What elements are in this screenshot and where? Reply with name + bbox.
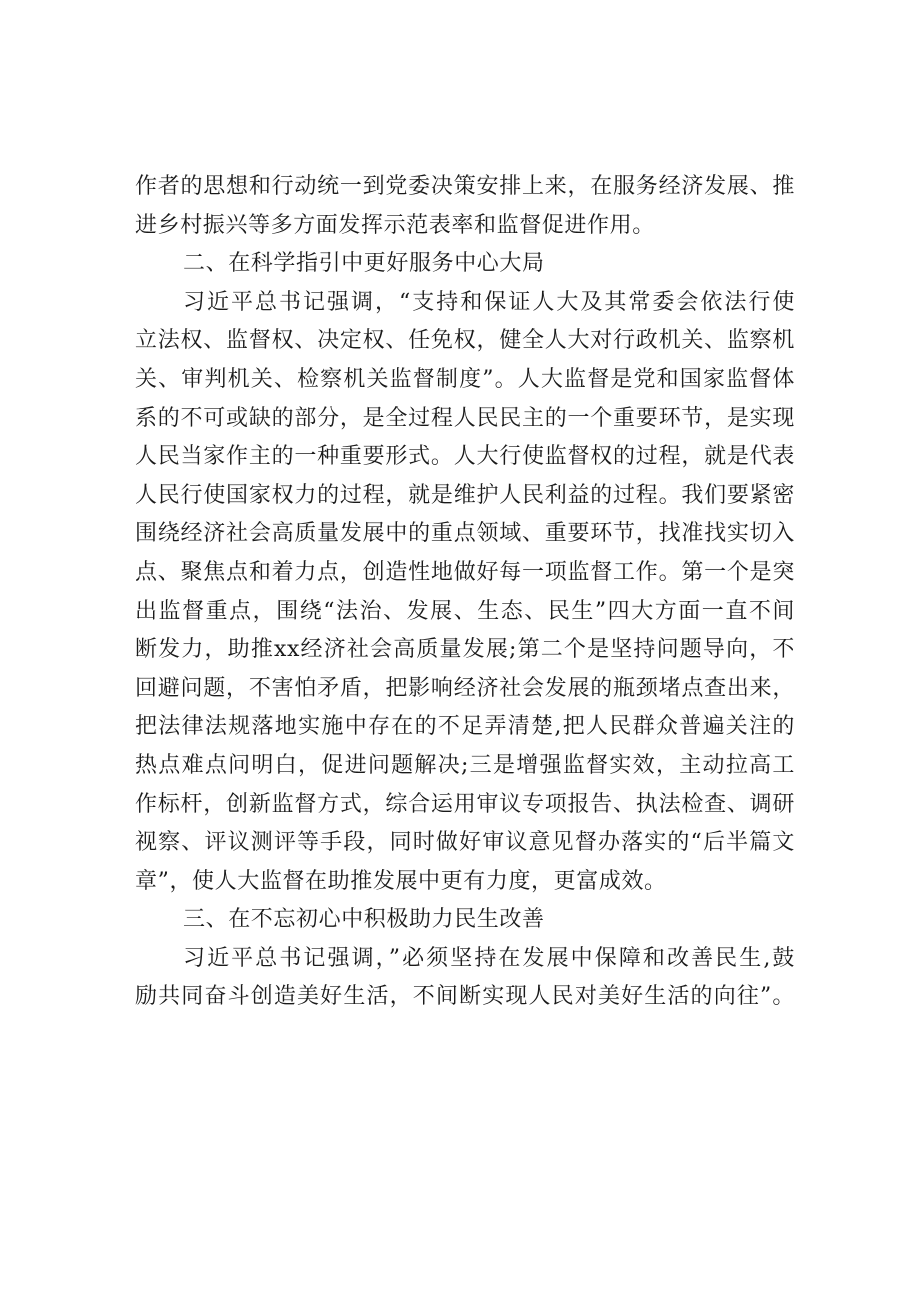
text-line: 立法权、监督权、决定权、任免权，健全人大对行政机关、监察机	[135, 328, 795, 354]
text-line: 人民行使国家权力的过程，就是维护人民利益的过程。我们要紧密	[135, 482, 795, 508]
text-line: 作标杆，创新监督方式，综合运用审议专项报告、执法检查、调研	[135, 791, 795, 817]
text-line: 把法律法规落地实施中存在的不足弄清楚,把人民群众普遍关注的	[135, 714, 795, 740]
text-line: 习近平总书记强调，”必须坚持在发展中保障和改善民生,鼓	[183, 945, 795, 971]
heading-text: 三、在不忘初心中积极助力民生改善	[183, 907, 545, 933]
text-line: 围绕经济社会高质量发展中的重点领域、重要环节，找准找实切入	[135, 521, 795, 547]
text-line: 断发力，助推xx经济社会高质量发展;第二个是坚持问题导向，不	[135, 637, 795, 663]
text-line: 人民当家作主的一种重要形式。人大行使监督权的过程，就是代表	[135, 444, 795, 470]
paragraph-body	[135, 284, 795, 902]
text-line: 励共同奋斗创造美好生活，不间断实现人民对美好生活的向往”。	[135, 984, 795, 1010]
paragraph-body	[135, 940, 795, 1017]
heading-text: 二、在科学指引中更好服务中心大局	[183, 251, 545, 277]
text-line: 关、审判机关、检察机关监督制度”。人大监督是党和国家监督体	[135, 366, 795, 392]
text-line: 习近平总书记强调，“支持和保证人大及其常委会依法行使	[183, 289, 795, 315]
text-line: 进乡村振兴等多方面发挥示范表率和监督促进作用。	[135, 212, 655, 238]
paragraph-continuation	[135, 168, 795, 245]
text-line: 点、聚焦点和着力点，创造性地做好每一项监督工作。第一个是突	[135, 559, 795, 585]
document-body	[135, 168, 795, 1017]
section-heading-3	[135, 901, 795, 940]
text-line: 热点难点问明白，促进问题解决;三是增强监督实效，主动拉高工	[135, 752, 795, 778]
text-line: 视察、评议测评等手段，同时做好审议意见督办落实的“后半篇文	[135, 830, 795, 856]
text-line: 章”，使人大监督在助推发展中更有力度，更富成效。	[135, 868, 667, 894]
text-line: 作者的思想和行动统一到党委决策安排上来，在服务经济发展、推	[135, 174, 795, 199]
text-line: 出监督重点，围绕“法治、发展、生态、民生”四大方面一直不间	[135, 598, 795, 624]
text-line: 回避问题，不害怕矛盾，把影响经济社会发展的瓶颈堵点查出来，	[135, 675, 795, 701]
text-line: 系的不可或缺的部分，是全过程人民民主的一个重要环节，是实现	[135, 405, 795, 431]
section-heading-2	[135, 245, 795, 284]
